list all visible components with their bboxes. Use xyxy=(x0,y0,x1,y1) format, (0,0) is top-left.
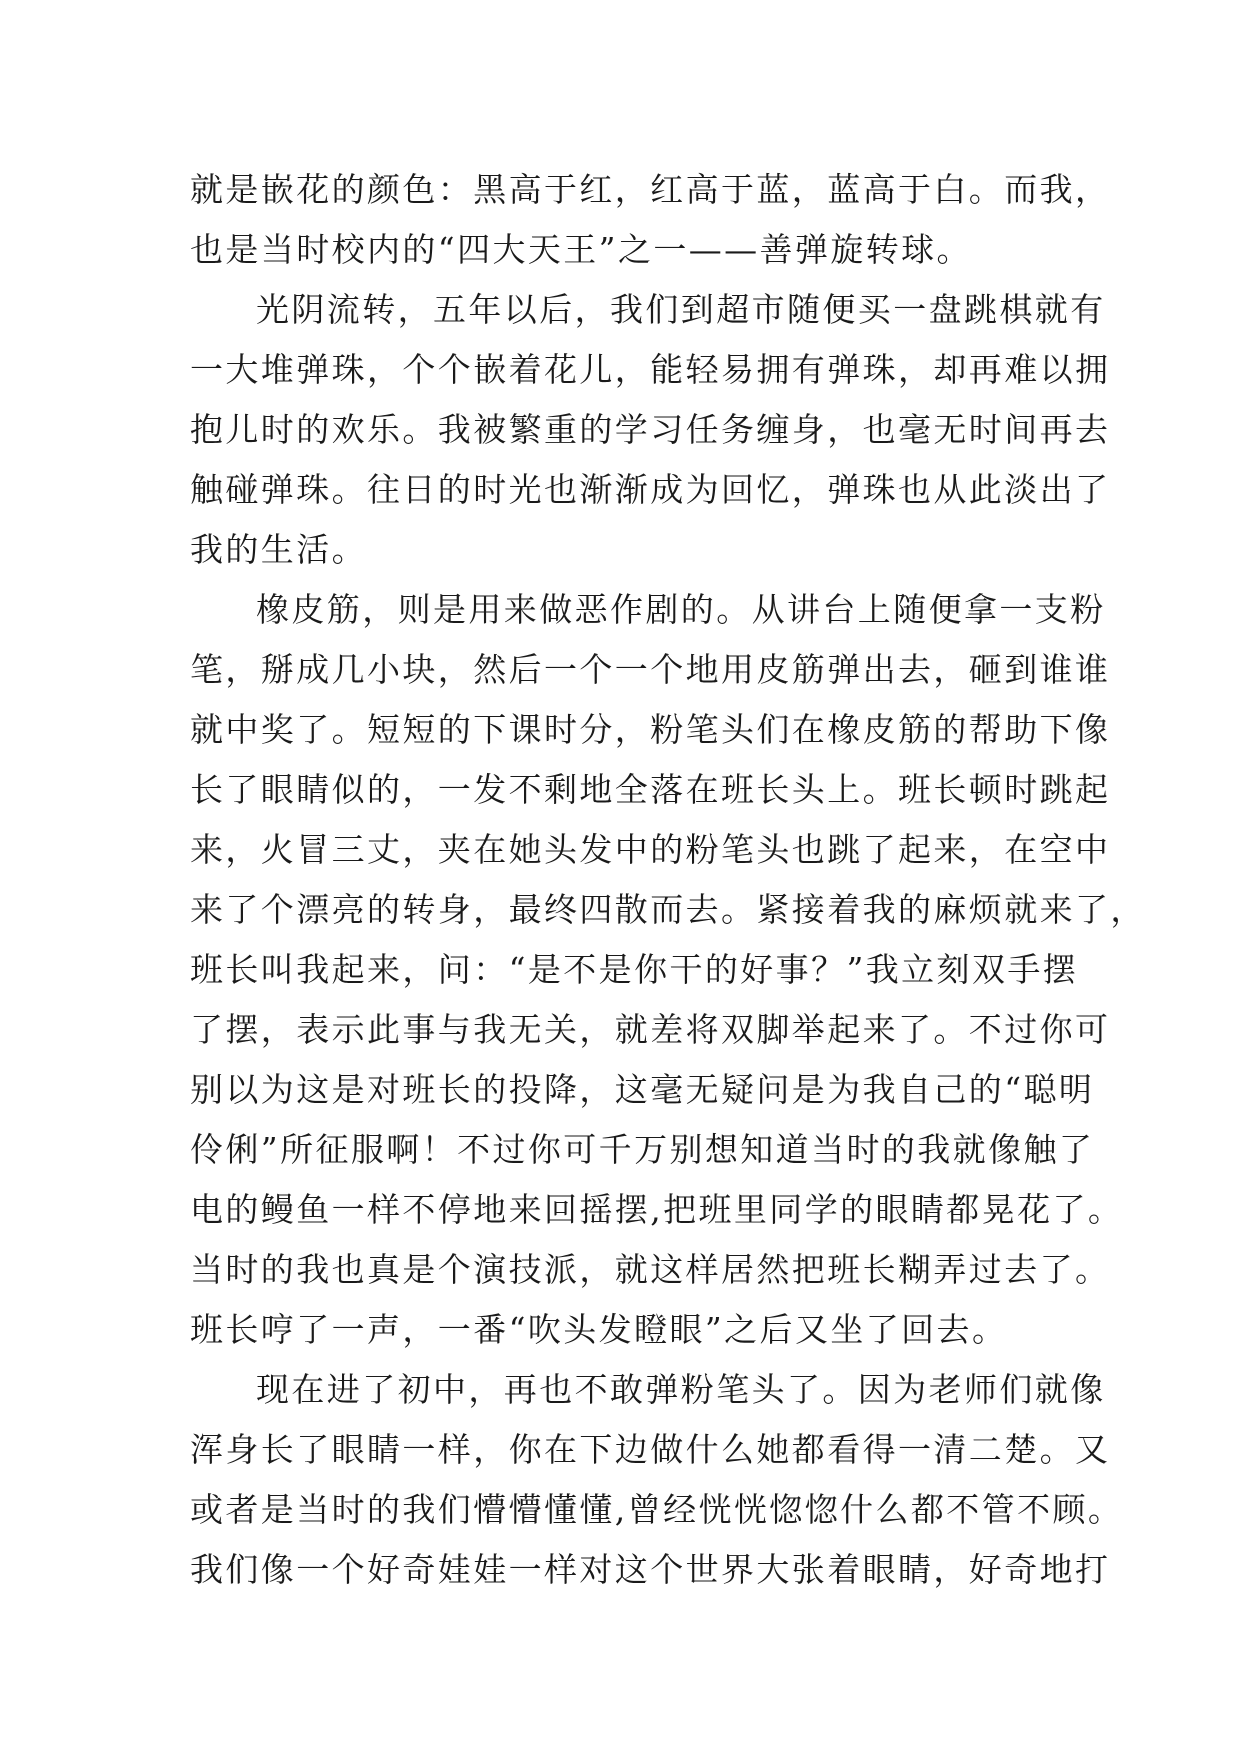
text-line: 浑身长了眼睛一样，你在下边做什么她都看得一清二楚。又 xyxy=(190,1430,1111,1469)
text-line: 来，火冒三丈，夹在她头发中的粉笔头也跳了起来，在空中 xyxy=(190,830,1111,869)
text-line: 别以为这是对班长的投降，这毫无疑问是为我自己的“聪明 xyxy=(190,1070,1095,1109)
text-line: 伶俐”所征服啊！不过你可千万别想知道当时的我就像触了 xyxy=(190,1130,1095,1169)
text-line: 长了眼睛似的，一发不剩地全落在班长头上。班长顿时跳起 xyxy=(190,770,1111,809)
text-line: 或者是当时的我们懵懵懂懂,曾经恍恍惚惚什么都不管不顾。 xyxy=(190,1490,1124,1529)
text-line: 就是嵌花的颜色：黑高于红，红高于蓝，蓝高于白。而我， xyxy=(190,170,1111,209)
text-line: 我的生活。 xyxy=(190,530,367,569)
text-line: 我们像一个好奇娃娃一样对这个世界大张着眼睛，好奇地打 xyxy=(190,1550,1111,1589)
text-line: 就中奖了。短短的下课时分，粉笔头们在橡皮筋的帮助下像 xyxy=(190,710,1111,749)
text-line: 了摆，表示此事与我无关，就差将双脚举起来了。不过你可 xyxy=(190,1010,1111,1049)
body-text xyxy=(190,160,1146,1600)
text-line: 电的鳗鱼一样不停地来回摇摆,把班里同学的眼睛都晃花了。 xyxy=(190,1190,1124,1229)
paragraph-start-line: 现在进了初中，再也不敢弹粉笔头了。因为老师们就像 xyxy=(256,1370,1106,1409)
text-line: 班长叫我起来，问：“是不是你干的好事？”我立刻双手摆 xyxy=(190,950,1079,989)
text-line: 触碰弹珠。往日的时光也渐渐成为回忆，弹珠也从此淡出了 xyxy=(190,470,1111,509)
text-line: 当时的我也真是个演技派，就这样居然把班长糊弄过去了。 xyxy=(190,1250,1111,1289)
paragraph-start-line: 橡皮筋，则是用来做恶作剧的。从讲台上随便拿一支粉 xyxy=(256,590,1106,629)
text-line: 也是当时校内的“四大天王”之一——善弹旋转球。 xyxy=(190,230,972,269)
text-line: 来了个漂亮的转身，最终四散而去。紧接着我的麻烦就来了， xyxy=(190,890,1146,929)
text-line: 抱儿时的欢乐。我被繁重的学习任务缠身，也毫无时间再去 xyxy=(190,410,1111,449)
paragraph-start-line: 光阴流转，五年以后，我们到超市随便买一盘跳棋就有 xyxy=(256,290,1106,329)
text-line: 一大堆弹珠，个个嵌着花儿，能轻易拥有弹珠，却再难以拥 xyxy=(190,350,1111,389)
text-line: 笔，掰成几小块，然后一个一个地用皮筋弹出去，砸到谁谁 xyxy=(190,650,1111,689)
text-line: 班长哼了一声，一番“吹头发瞪眼”之后又坐了回去。 xyxy=(190,1310,1008,1349)
